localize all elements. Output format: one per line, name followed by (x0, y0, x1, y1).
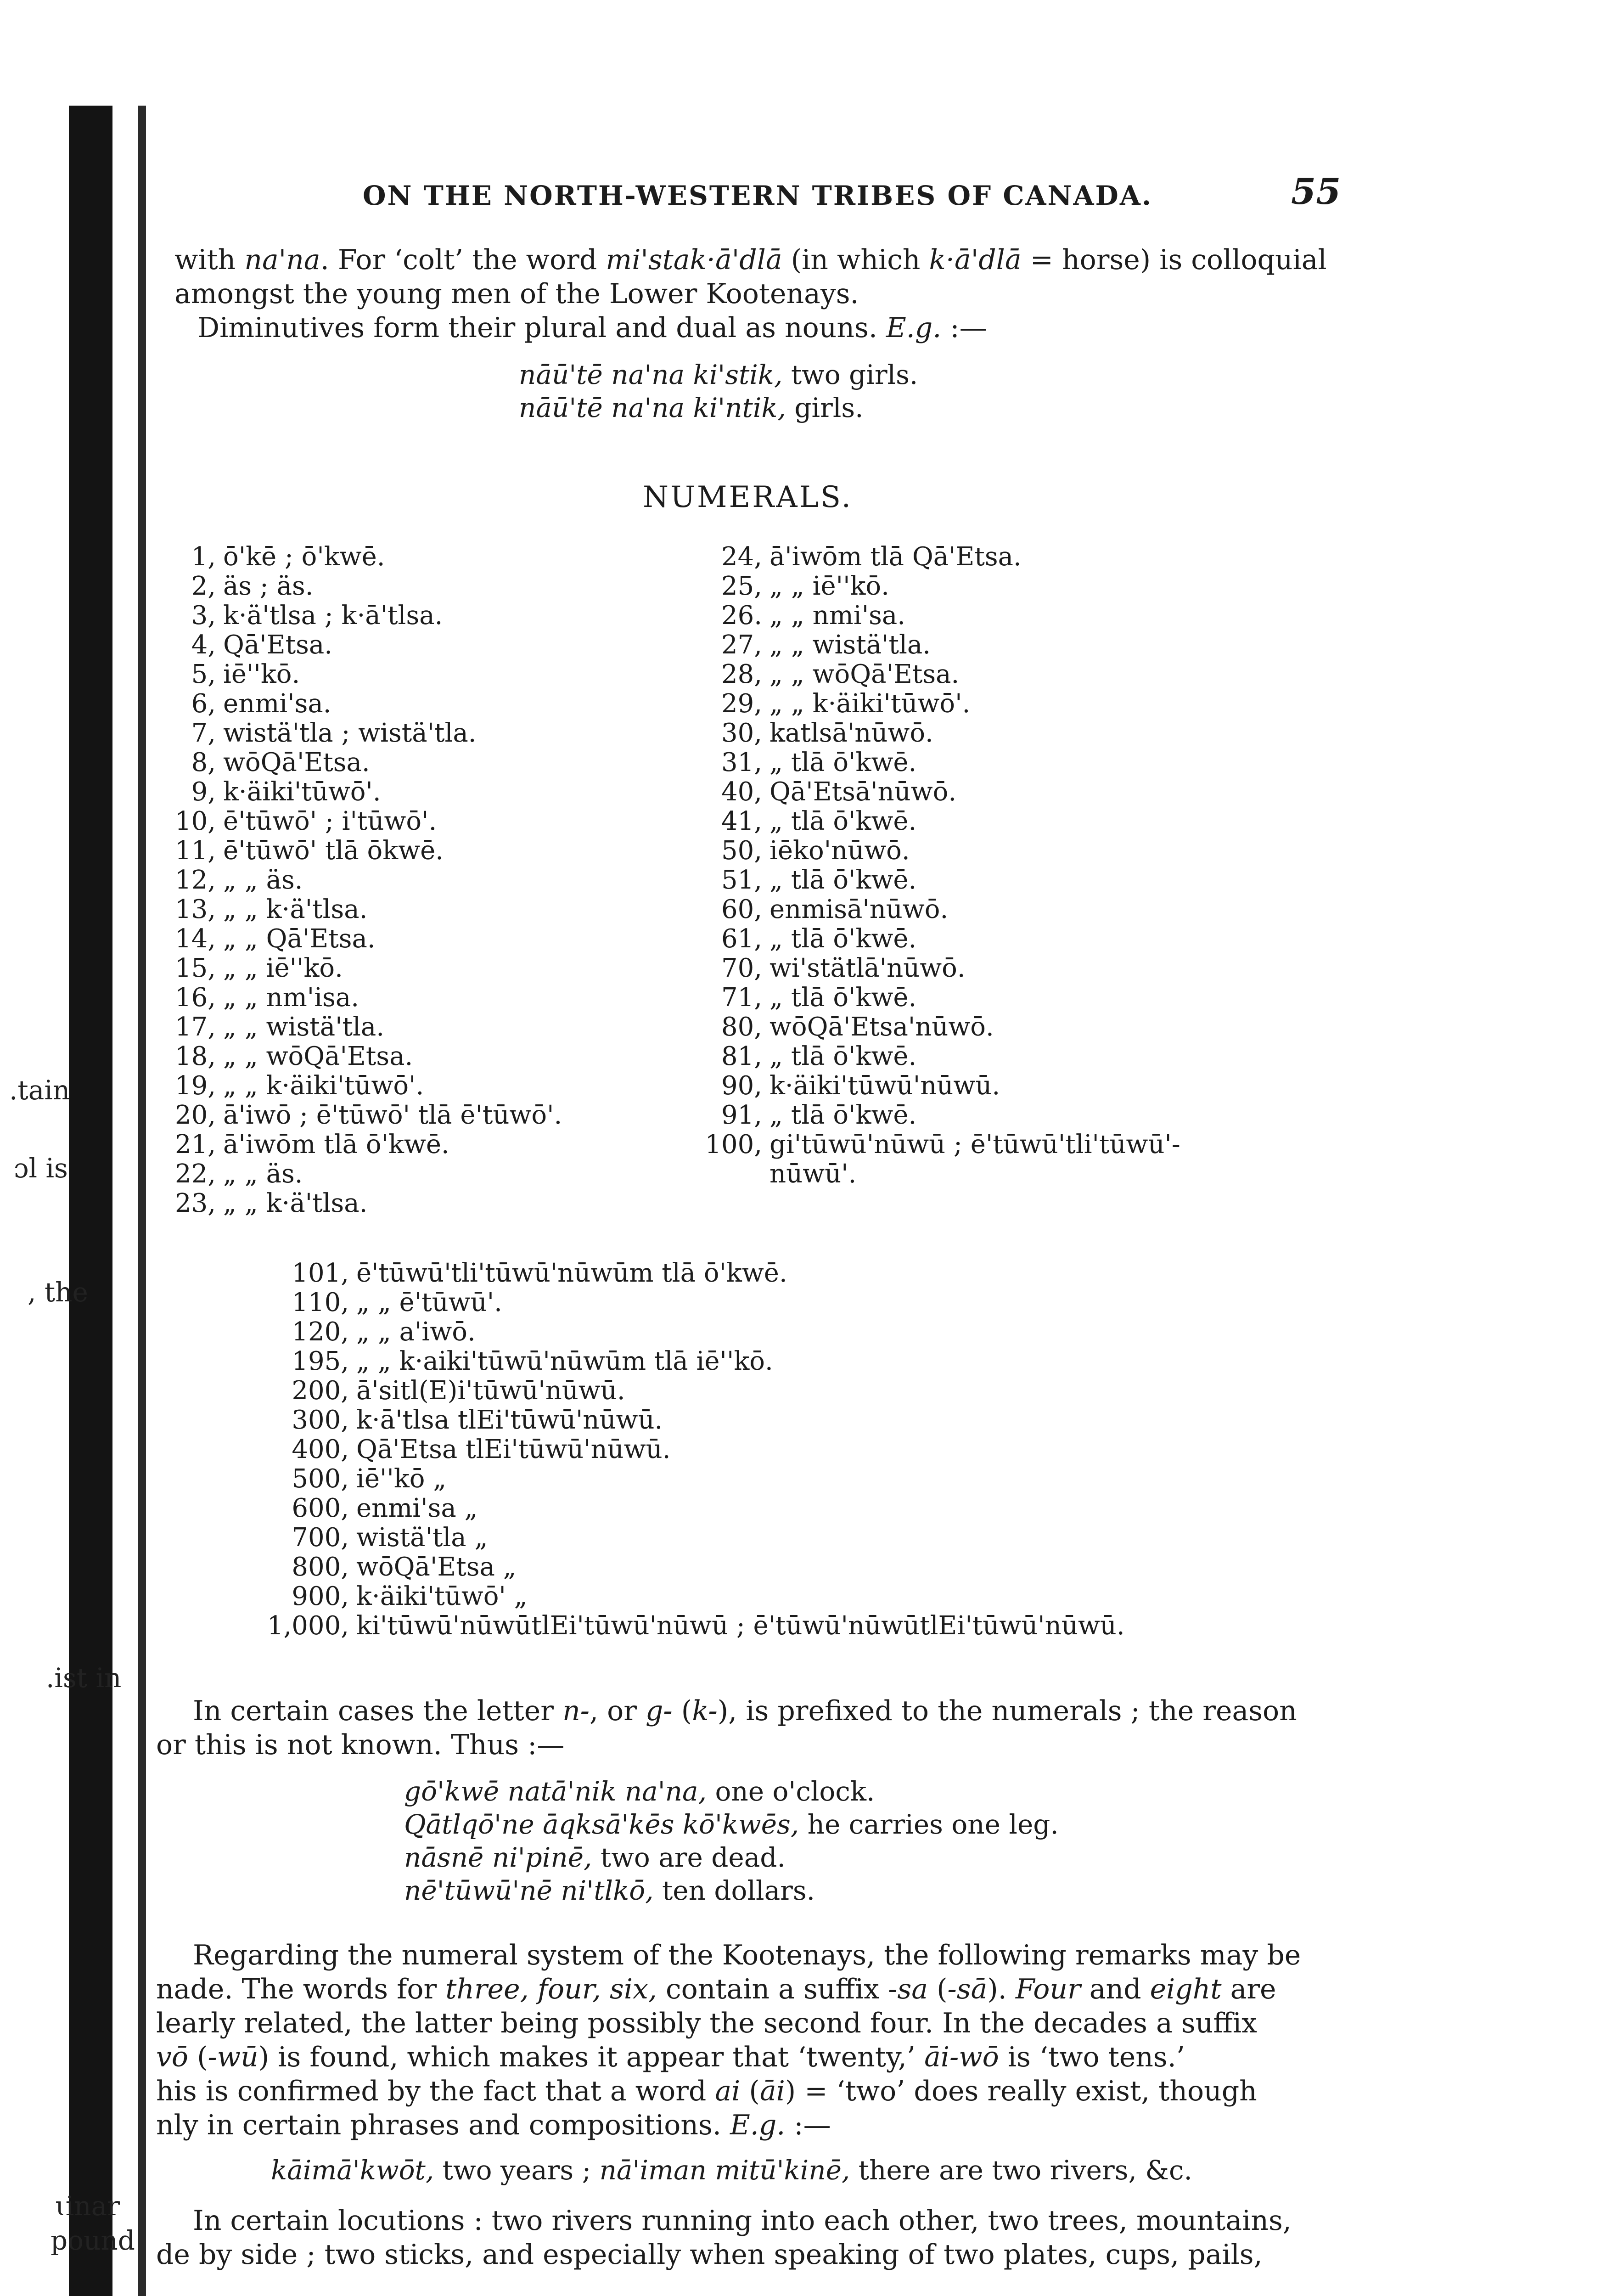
native-term: āi (759, 2075, 785, 2107)
numeral-number: 20, (174, 1100, 216, 1130)
system-example (271, 2154, 1192, 2187)
text-run: with (174, 244, 245, 276)
intro-line-1 (174, 243, 1350, 276)
native-term: nāū'tē na'na ki'ntik, (519, 392, 786, 423)
numeral-row (702, 718, 933, 748)
numeral-word: „ „ wistä'tla. (769, 630, 931, 660)
numeral-row (165, 1012, 384, 1042)
numeral-number: 11, (174, 836, 216, 866)
numeral-row (257, 1523, 488, 1553)
numeral-number: 1, (191, 542, 216, 572)
numeral-number: 90, (721, 1071, 762, 1101)
numeral-row (165, 924, 376, 954)
gloss: girls. (786, 392, 864, 423)
numeral-word: iē''kō „ (356, 1464, 447, 1494)
numeral-row (702, 924, 916, 954)
numeral-number: 71, (721, 983, 762, 1013)
native-term: nā'iman mitū'kinē, (599, 2155, 850, 2186)
native-term: -sa (888, 1973, 928, 2005)
numeral-row (702, 1130, 1180, 1160)
prefix-line-1 (193, 1694, 1297, 1728)
numeral-row (165, 689, 331, 719)
text-run: ). (987, 1973, 1016, 2005)
native-term: k·ā'dlā (929, 244, 1022, 276)
eg-abbrev: E.g. (730, 2109, 786, 2141)
numeral-row (165, 542, 385, 572)
numeral-number: 80, (721, 1012, 762, 1042)
system-line-6 (156, 2109, 831, 2142)
native-term: vō (156, 2041, 189, 2073)
text-run: his is confirmed by the fact that a word (156, 2075, 715, 2107)
numeral-word: ā'iwō ; ē'tūwō' tlā ē'tūwō'. (223, 1100, 562, 1130)
diminutive-example (519, 391, 864, 424)
numeral-row (702, 1100, 916, 1131)
numeral-row (702, 601, 905, 631)
numeral-word: „ tlā ō'kwē. (769, 865, 917, 895)
text-run: ), is prefixed to the numerals ; the reason (717, 1695, 1297, 1727)
text-run: In certain cases the letter (193, 1695, 563, 1727)
numeral-row (257, 1493, 478, 1524)
numeral-word: Qā'Etsa tlEi'tūwū'nūwū. (356, 1435, 671, 1464)
numeral-word: „ tlā ō'kwē. (769, 983, 917, 1013)
numeral-word: ō'kē ; ō'kwē. (223, 542, 385, 572)
intro-line-2: amongst the young men of the Lower Kootenays. (174, 278, 859, 310)
eg-abbrev: E.g. (886, 312, 942, 344)
numeral-row (702, 806, 916, 837)
gloss: two are dead. (592, 1842, 786, 1873)
numeral-number: 91, (721, 1100, 762, 1130)
numeral-number: 3, (191, 601, 216, 630)
numeral-word: enmi'sa. (223, 689, 331, 719)
text-run: (in which (782, 244, 929, 276)
numeral-number: 900, (292, 1581, 349, 1611)
text-run: are (1221, 1973, 1276, 2005)
system-line-1: Regarding the numeral system of the Kootenays, the following remarks may be (193, 1939, 1301, 1971)
margin-fragment: ɩinar (55, 2190, 120, 2222)
margin-fragment: ɔl is (14, 1153, 68, 1184)
numeral-row (165, 1159, 303, 1189)
gloss: ten dollars. (653, 1875, 815, 1906)
numeral-word: „ „ Qā'Etsa. (223, 924, 376, 954)
numeral-number: 23, (174, 1188, 216, 1218)
numeral-row (165, 601, 443, 631)
system-line-5 (156, 2075, 1257, 2108)
numeral-word: enmi'sa „ (356, 1493, 478, 1523)
numeral-row (702, 571, 889, 602)
numeral-number: 600, (292, 1493, 349, 1523)
numeral-word: katlsā'nūwō. (769, 718, 933, 748)
native-term: -sā (947, 1973, 988, 2005)
emphasis: three, four, six, (445, 1973, 657, 2005)
numeral-word: k·äiki'tūwō' „ (356, 1581, 528, 1611)
numeral-number: 12, (174, 865, 216, 895)
numeral-word: „ „ k·ä'tlsa. (223, 895, 368, 924)
numeral-row (702, 865, 916, 895)
text-run: is ‘two tens.’ (999, 2041, 1185, 2073)
numeral-number: 9, (191, 777, 216, 807)
numeral-number: 2, (191, 571, 216, 601)
locutions-line-1: In certain locutions : two rivers running into each other, two trees, mountains, (193, 2205, 1292, 2237)
numeral-number: 14, (174, 924, 216, 954)
system-line-2 (156, 1973, 1276, 2006)
numeral-row (165, 777, 381, 807)
text-run: ( (188, 2041, 208, 2073)
native-term: g- (646, 1695, 673, 1727)
text-run: ) = ‘two’ does really exist, though (785, 2075, 1257, 2107)
numeral-word: „ „ iē''kō. (769, 571, 889, 601)
numeral-row (257, 1346, 773, 1377)
numeral-word: wistä'tla ; wistä'tla. (223, 718, 477, 748)
gloss: he carries one leg. (799, 1809, 1059, 1840)
numeral-row (165, 718, 477, 748)
margin-fragment: .tain (9, 1075, 70, 1106)
numeral-number: 16, (174, 983, 216, 1013)
numeral-number: 22, (174, 1159, 216, 1189)
diminutive-example (519, 358, 918, 391)
margin-fragment: pound (51, 2225, 135, 2256)
numeral-word: „ „ k·äiki'tūwō'. (223, 1071, 424, 1101)
numeral-number: 8, (191, 748, 216, 777)
locutions-line-2: de by side ; two sticks, and especially when speaking of two plates, cups, pails, (156, 2239, 1263, 2271)
native-term: Qātlqō'ne āqksā'kēs kō'kwēs, (404, 1809, 799, 1840)
native-term: āi-wō (924, 2041, 999, 2073)
numeral-row (702, 983, 916, 1013)
numeral-row (165, 571, 314, 602)
system-line-4 (156, 2041, 1185, 2074)
numeral-number: 15, (174, 953, 216, 983)
numeral-number: 120, (292, 1317, 349, 1347)
numeral-number: 21, (174, 1130, 216, 1159)
native-term: na'na (244, 244, 320, 276)
text-run: Diminutives form their plural and dual as nouns. (197, 312, 886, 344)
native-term: -wū (208, 2041, 258, 2073)
numeral-word: ā'sitl(E)i'tūwū'nūwū. (356, 1376, 625, 1406)
intro-line-3 (197, 311, 987, 344)
numeral-number: 101, (292, 1258, 349, 1288)
gloss: two girls. (782, 359, 918, 390)
numeral-row (702, 953, 966, 984)
numeral-word: Qā'Etsā'nūwō. (769, 777, 957, 807)
numeral-number: 19, (174, 1071, 216, 1101)
numeral-word: wōQā'Etsa'nūwō. (769, 1012, 994, 1042)
text-run: nade. The words for (156, 1973, 446, 2005)
system-line-3: learly related, the latter being possibly the second four. In the decades a suffix (156, 2007, 1257, 2039)
numerals-heading: NUMERALS. (643, 480, 853, 514)
numeral-number: 18, (174, 1041, 216, 1071)
numeral-number: 81, (721, 1041, 762, 1071)
prefix-line-2: or this is not known. Thus :— (156, 1729, 565, 1761)
numeral-word: „ tlā ō'kwē. (769, 1100, 917, 1130)
numeral-row (257, 1464, 446, 1494)
numeral-number: 1,000, (267, 1611, 349, 1641)
numeral-number: 51, (721, 865, 762, 895)
numeral-word: „ „ wōQā'Etsa. (223, 1041, 413, 1071)
numeral-row (165, 836, 444, 866)
numeral-word: enmisā'nūwō. (769, 895, 949, 924)
native-term: nē'tūwū'nē ni'tlkō, (404, 1875, 654, 1906)
numeral-word: „ „ wistä'tla. (223, 1012, 385, 1042)
numeral-number: 400, (292, 1435, 349, 1464)
emphasis: eight (1150, 1973, 1222, 2005)
numeral-number: 200, (292, 1376, 349, 1406)
numeral-row (702, 1041, 916, 1072)
numeral-number: 70, (721, 953, 762, 983)
numeral-word: wōQā'Etsa. (223, 748, 370, 777)
numeral-row (702, 659, 959, 690)
numeral-word: iēko'nūwō. (769, 836, 910, 866)
margin-fragment: .ist in (46, 1662, 122, 1694)
numeral-word: äs ; äs. (223, 571, 314, 601)
numeral-row (702, 630, 931, 660)
numeral-row (165, 983, 359, 1013)
numeral-row (165, 1188, 367, 1219)
numeral-word: „ „ k·aiki'tūwū'nūwūm tlā iē''kō. (356, 1346, 773, 1376)
numeral-word: nūwū'. (769, 1159, 857, 1189)
native-term: kāimā'kwōt, (271, 2155, 434, 2186)
numeral-row (257, 1581, 528, 1612)
numeral-row (702, 1012, 994, 1042)
numeral-row (702, 1159, 856, 1189)
numeral-number: 24, (721, 542, 762, 572)
numeral-row (165, 1100, 562, 1131)
numeral-number: 110, (292, 1288, 349, 1317)
numeral-word: iē''kō. (223, 659, 300, 689)
numeral-number: 28, (721, 659, 762, 689)
gloss: one o'clock. (707, 1776, 875, 1807)
text-run: and (1080, 1973, 1150, 2005)
numeral-row (702, 836, 910, 866)
native-term: ai (715, 2075, 741, 2107)
numeral-number: 30, (721, 718, 762, 748)
numeral-word: ē'tūwū'tli'tūwū'nūwūm tlā ō'kwē. (356, 1258, 787, 1288)
numeral-row (257, 1552, 517, 1582)
numeral-word: „ „ nmi'sa. (769, 601, 906, 630)
numeral-row (257, 1288, 502, 1318)
numeral-number: 4, (191, 630, 216, 660)
numeral-row (165, 865, 303, 895)
numeral-word: „ tlā ō'kwē. (769, 806, 917, 836)
text-run: nly in certain phrases and compositions. (156, 2109, 730, 2141)
numeral-number: 50, (721, 836, 762, 866)
native-term: nāū'tē na'na ki'stik, (519, 359, 783, 390)
numeral-number: 500, (292, 1464, 349, 1494)
numeral-number: 40, (721, 777, 762, 807)
native-term: gō'kwē natā'nik na'na, (404, 1776, 707, 1807)
native-term: nāsnē ni'pinē, (404, 1842, 592, 1873)
numeral-word: gi'tūwū'nūwū ; ē'tūwū'tli'tūwū'- (769, 1130, 1180, 1159)
gloss: there are two rivers, &c. (850, 2155, 1192, 2186)
numeral-number: 17, (174, 1012, 216, 1042)
text-run: = horse) is colloquial (1021, 244, 1327, 276)
margin-fragment: , the (28, 1277, 88, 1308)
numeral-number: 60, (721, 895, 762, 924)
text-run: , or (589, 1695, 646, 1727)
text-run: :— (941, 312, 987, 344)
numeral-word: wōQā'Etsa „ (356, 1552, 517, 1582)
numeral-row (702, 1071, 1000, 1101)
text-run: ) is found, which makes it appear that ‘twenty,’ (258, 2041, 925, 2073)
numeral-row (165, 1071, 424, 1101)
numeral-number: 800, (292, 1552, 349, 1582)
numeral-row (165, 806, 437, 837)
binding-edge (138, 106, 146, 2296)
numeral-row (165, 953, 343, 984)
numeral-number: 41, (721, 806, 762, 836)
text-run: :— (785, 2109, 831, 2141)
numeral-number: 6, (191, 689, 216, 719)
numeral-row (165, 748, 370, 778)
text-run: ( (740, 2075, 760, 2107)
numeral-number: 25, (721, 571, 762, 601)
numeral-word: k·äiki'tūwō'. (223, 777, 381, 807)
numeral-word: „ tlā ō'kwē. (769, 924, 917, 954)
numeral-number: 31, (721, 748, 762, 777)
numeral-number: 29, (721, 689, 762, 719)
numeral-row (257, 1611, 1125, 1641)
numeral-number: 7, (191, 718, 216, 748)
numeral-word: wistä'tla „ (356, 1523, 488, 1553)
text-run: contain a suffix (657, 1973, 888, 2005)
numeral-word: „ „ iē''kō. (223, 953, 343, 983)
numeral-word: Qā'Etsa. (223, 630, 332, 660)
numeral-word: k·ä'tlsa ; k·ā'tlsa. (223, 601, 443, 630)
native-term: mi'stak·ā'dlā (606, 244, 782, 276)
running-title: ON THE NORTH-WESTERN TRIBES OF CANADA. (363, 180, 1153, 211)
prefix-example (404, 1808, 1059, 1841)
text-run: ( (928, 1973, 948, 2005)
numeral-word: „ „ äs. (223, 1159, 303, 1189)
page-number: 55 (1291, 171, 1341, 213)
numeral-word: k·äiki'tūwū'nūwū. (769, 1071, 1000, 1101)
numeral-word: ē'tūwō' tlā ōkwē. (223, 836, 444, 866)
numeral-word: „ tlā ō'kwē. (769, 1041, 917, 1071)
numeral-number: 10, (174, 806, 216, 836)
native-term: k- (692, 1695, 718, 1727)
text-run: ( (672, 1695, 692, 1727)
numeral-word: ā'iwōm tlā ō'kwē. (223, 1130, 449, 1159)
numeral-word: k·ā'tlsa tlEi'tūwū'nūwū. (356, 1405, 663, 1435)
text-run: . For ‘colt’ the word (320, 244, 606, 276)
numeral-number: 195, (292, 1346, 349, 1376)
numeral-word: „ „ a'iwō. (356, 1317, 476, 1347)
numeral-number: 61, (721, 924, 762, 954)
numeral-row (702, 777, 956, 807)
prefix-example (404, 1874, 815, 1907)
numeral-row (257, 1435, 671, 1465)
numeral-word: ē'tūwō' ; i'tūwō'. (223, 806, 437, 836)
numeral-row (257, 1317, 476, 1347)
numeral-row (702, 895, 948, 925)
emphasis: Four (1015, 1973, 1081, 2005)
numeral-word: „ „ äs. (223, 865, 303, 895)
numeral-row (257, 1376, 625, 1406)
numeral-word: ki'tūwū'nūwūtlEi'tūwū'nūwū ; ē'tūwū'nūwūtlEi'tūwū'nūwū. (356, 1611, 1125, 1641)
numeral-number: 700, (292, 1523, 349, 1553)
numeral-number: 27, (721, 630, 762, 660)
numeral-word: wi'stätlā'nūwō. (769, 953, 966, 983)
numeral-number: 13, (174, 895, 216, 924)
numeral-row (702, 689, 970, 719)
native-term: n- (562, 1695, 590, 1727)
prefix-example (404, 1775, 875, 1808)
binding-shadow (69, 106, 112, 2296)
numeral-word: „ „ wōQā'Etsa. (769, 659, 960, 689)
numeral-word: ā'iwōm tlā Qā'Etsa. (769, 542, 1022, 572)
numeral-row (165, 1130, 449, 1160)
numeral-row (257, 1405, 663, 1435)
numeral-word: „ „ nm'isa. (223, 983, 359, 1013)
numeral-row (165, 895, 367, 925)
numeral-number: 26. (721, 601, 762, 630)
numeral-row (165, 630, 332, 660)
numeral-row (702, 542, 1022, 572)
prefix-example (404, 1841, 786, 1874)
numeral-row (257, 1258, 787, 1289)
gloss: two years ; (434, 2155, 600, 2186)
numeral-row (165, 659, 300, 690)
numeral-number: 5, (191, 659, 216, 689)
numeral-number: 300, (292, 1405, 349, 1435)
numeral-number: 100, (705, 1130, 762, 1159)
numeral-row (702, 748, 916, 778)
numeral-row (165, 1041, 413, 1072)
numeral-word: „ „ ē'tūwū'. (356, 1288, 502, 1317)
numeral-word: „ „ k·äiki'tūwō'. (769, 689, 971, 719)
numeral-word: „ tlā ō'kwē. (769, 748, 917, 777)
numeral-word: „ „ k·ä'tlsa. (223, 1188, 368, 1218)
